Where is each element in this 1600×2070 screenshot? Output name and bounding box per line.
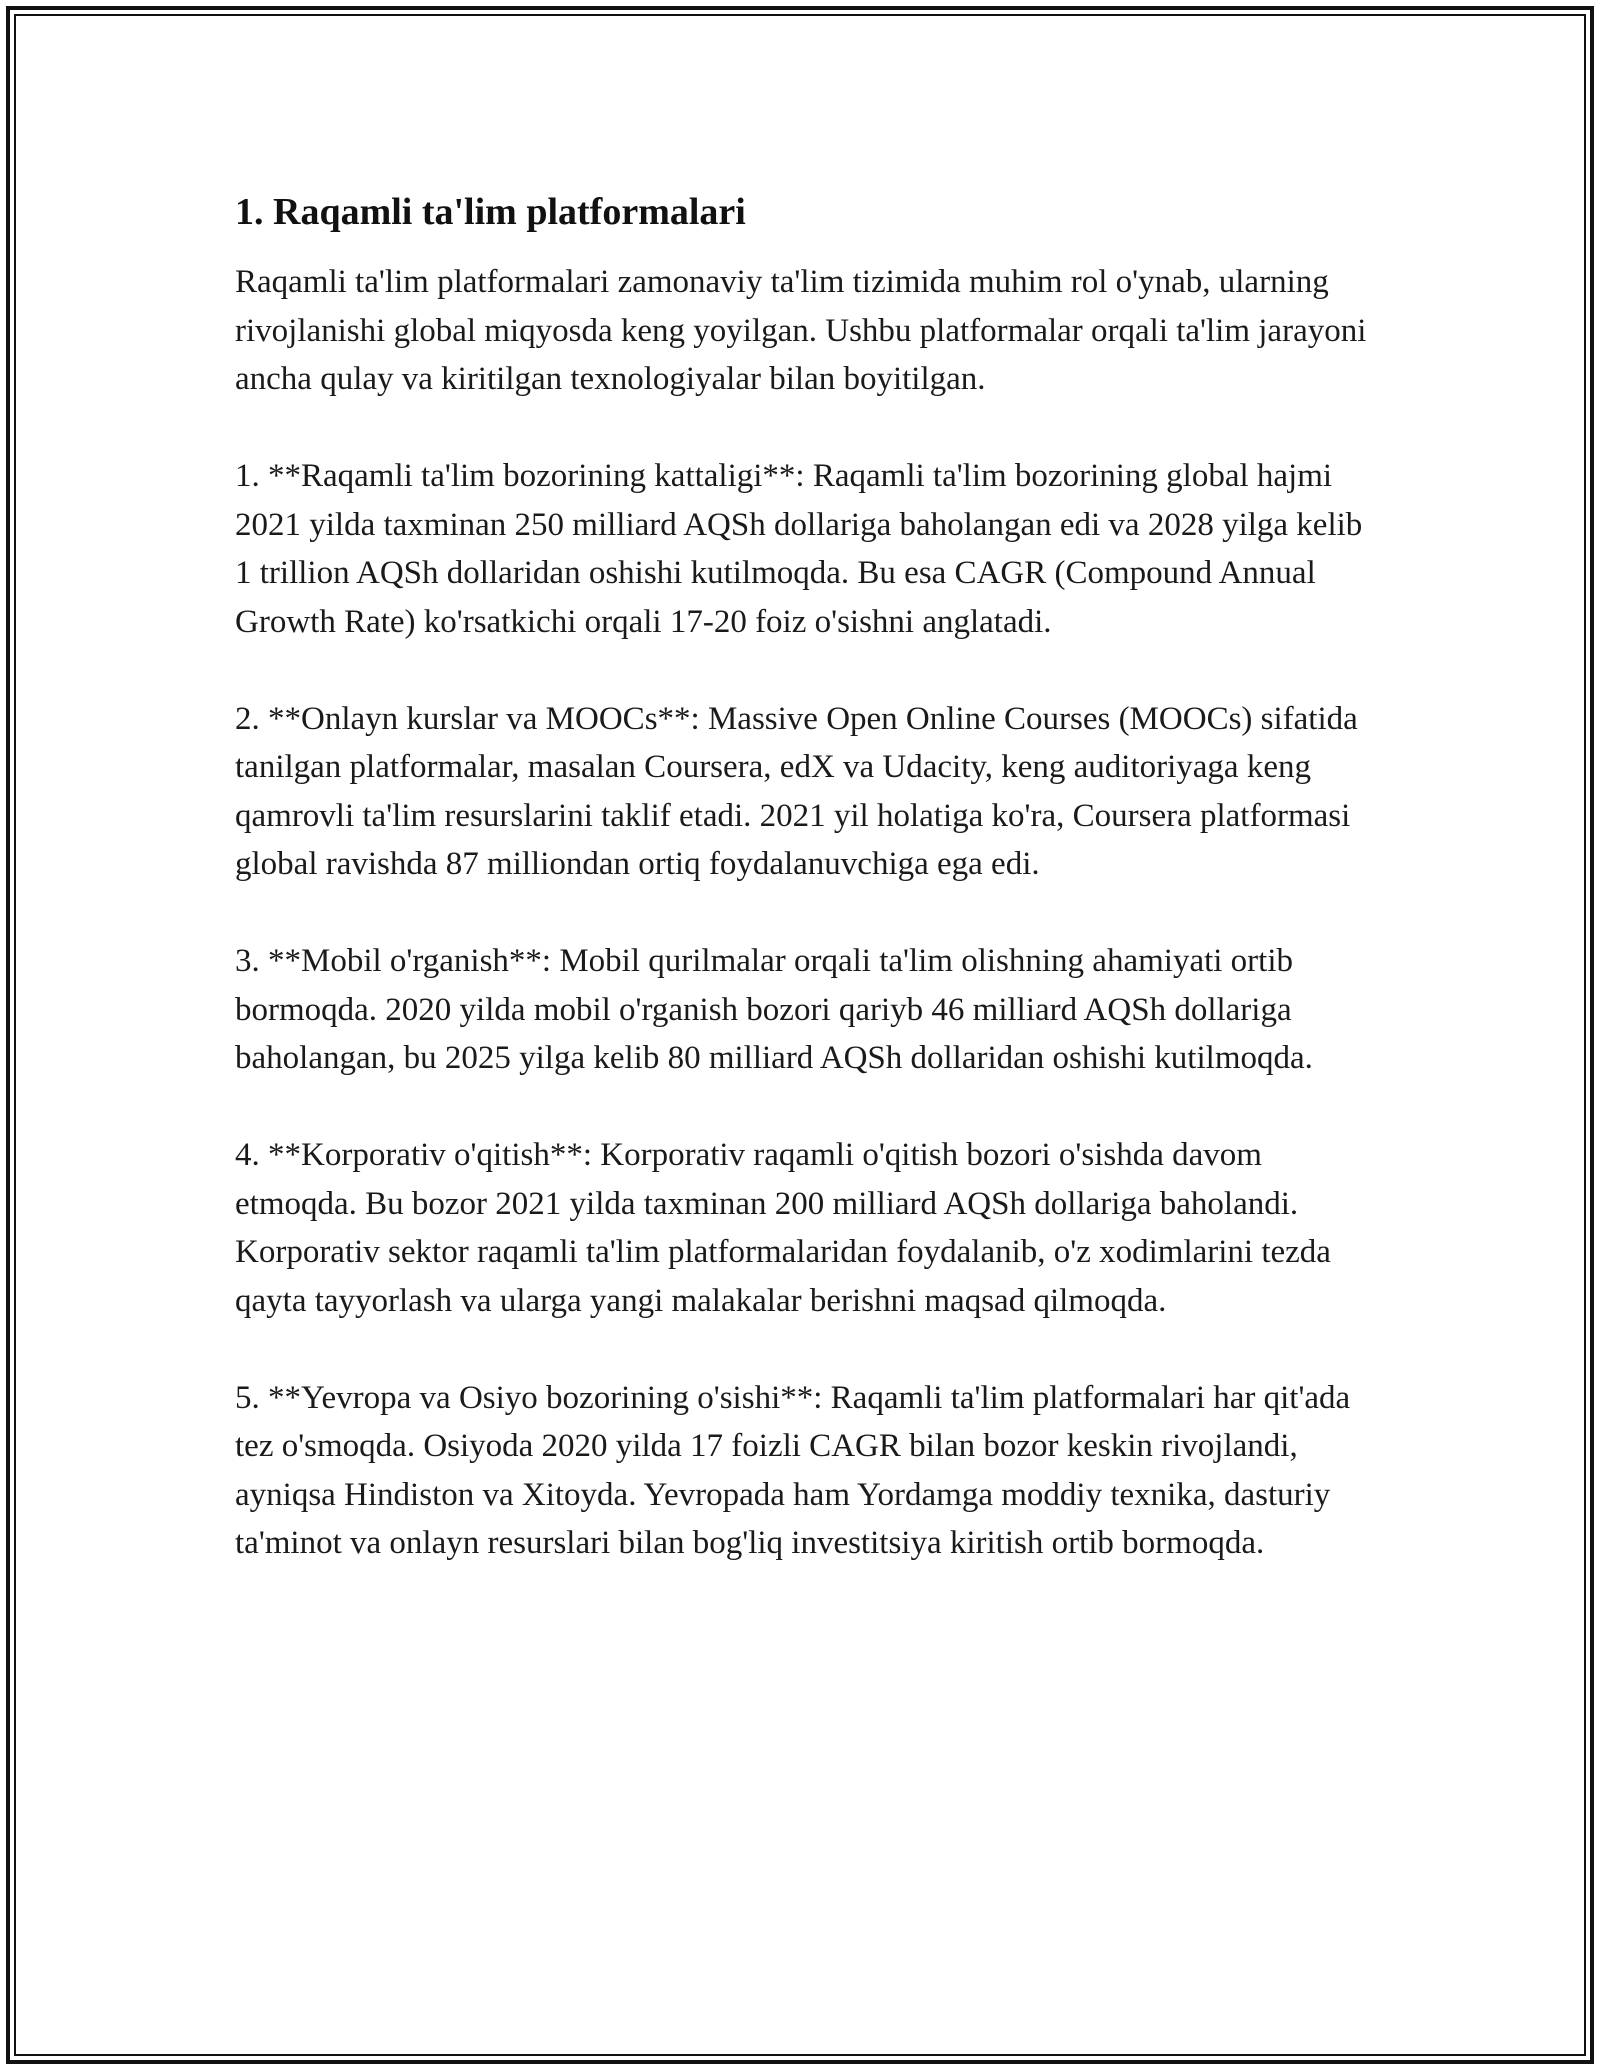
- paragraph-mobile-learning: 3. **Mobil o'rganish**: Mobil qurilmalar orqali ta'lim olishning ahamiyati ortib bormoqda. 2020 yilda mobil o'rganish bozori qariyb 46 milliard AQSh dollariga baholangan, bu 2025 yilga kelib 80 milliard AQSh dollaridan oshishi kutilmoqda.: [235, 943, 1313, 1076]
- paragraph-europe-asia-growth: 5. **Yevropa va Osiyo bozorining o'sishi**: Raqamli ta'lim platformalari har qit'ada tez o'smoqda. Osiyoda 2020 yilda 17 foizli CAGR bilan bozor keskin rivojlandi, ayniqsa Hindiston va Xitoyda. Yevropada ham Yordamga moddiy texnika, dasturiy ta'minot va onlayn resurslari bilan bog'liq investitsiya kiritish ortib bormoqda.: [235, 1379, 1351, 1561]
- section-heading: 1. Raqamli ta'lim platformalari: [235, 191, 746, 233]
- document-body: [235, 188, 1385, 1568]
- intro-paragraph: Raqamli ta'lim platformalari zamonaviy ta'lim tizimida muhim rol o'ynab, ularning rivojlanishi global miqyosda keng yoyilgan. Ushbu platformalar orqali ta'lim jarayoni ancha qulay va kiritilgan texnologiyalar bilan boyitilgan.: [235, 264, 1367, 397]
- paragraph-market-size: 1. **Raqamli ta'lim bozorining kattaligi**: Raqamli ta'lim bozorining global hajmi 2021 yilda taxminan 250 milliard AQSh dollariga baholangan edi va 2028 yilga kelib 1 trillion AQSh dollaridan oshishi kutilmoqda. Bu esa CAGR (Compound Annual Growth Rate) ko'rsatkichi orqali 17-20 foiz o'sishni anglatadi.: [235, 458, 1363, 640]
- paragraph-moocs: 2. **Onlayn kurslar va MOOCs**: Massive Open Online Courses (MOOCs) sifatida tanilgan platformalar, masalan Coursera, edX va Udacity, keng auditoriyaga keng qamrovli ta'lim resurslarini taklif etadi. 2021 yil holatiga ko'ra, Coursera platformasi global ravishda 87 milliondan ortiq foydalanuvchiga ega edi.: [235, 700, 1358, 882]
- paragraph-corporate-training: 4. **Korporativ o'qitish**: Korporativ raqamli o'qitish bozori o'sishda davom etmoqda. Bu bozor 2021 yilda taxminan 200 milliard AQSh dollariga baholandi. Korporativ sektor raqamli ta'lim platformalaridan foydalanib, o'z xodimlarini tezda qayta tayyorlash va ularga yangi malakalar berishni maqsad qilmoqda.: [235, 1137, 1331, 1319]
